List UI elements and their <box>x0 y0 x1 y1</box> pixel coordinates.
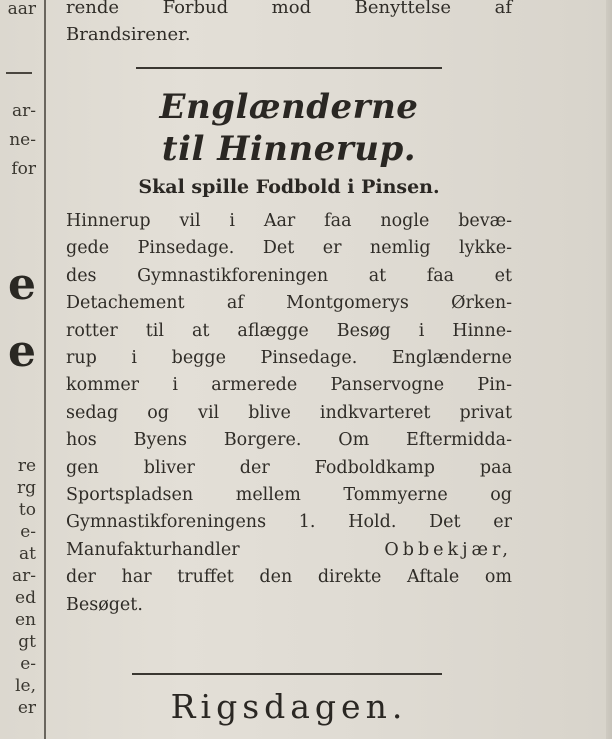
body-line: rotter til at aflægge Besøg i Hinne- <box>66 320 512 341</box>
body-line: rup i begge Pinsedage. Englænderne <box>66 348 512 369</box>
article-body <box>66 208 512 619</box>
page-edge <box>606 0 612 739</box>
previous-article-tail <box>66 0 512 48</box>
left-fragment: at <box>19 544 36 564</box>
headline-line-2: til Hinnerup. <box>161 129 417 169</box>
column-separator-rule <box>44 0 46 739</box>
left-fragment: to <box>18 500 36 520</box>
body-line: sedag og vil blive indkvarteret privat <box>66 402 512 423</box>
previous-article-line: Brandsirener. <box>66 24 191 45</box>
body-line: Gymnastikforeningens 1. Hold. Det er <box>66 512 512 533</box>
headline-line-1: Englænderne <box>159 87 419 127</box>
body-line: gen bliver der Fodboldkamp paa <box>66 457 512 478</box>
body-line: der har truffet den direkte Aftale om <box>66 567 512 588</box>
left-fragment: aar <box>7 0 36 19</box>
left-fragment: ne- <box>9 130 36 150</box>
left-fragment: ed <box>15 588 36 608</box>
left-column-rule <box>6 72 32 74</box>
left-fragment: rg <box>16 478 36 498</box>
body-line-prefix: Manufakturhandler <box>66 539 240 560</box>
left-large-fragment: e <box>8 326 36 377</box>
body-line: gede Pinsedage. Det er nemlig lykke- <box>66 238 512 259</box>
body-line: des Gymnastikforeningen at faa et <box>66 265 512 286</box>
subheadline: Skal spille Fodbold i Pinsen. <box>138 176 440 198</box>
article-divider-bottom <box>132 673 442 675</box>
merchant-name: Obbekjær, <box>384 539 512 560</box>
body-line: Hinnerup vil i Aar faa nogle bevæ- <box>66 211 512 231</box>
left-fragment: ar- <box>11 101 36 121</box>
left-neighbor-column <box>0 0 36 739</box>
body-line: Besøget. <box>66 594 143 615</box>
article-divider-top <box>136 67 442 69</box>
left-fragment: le, <box>15 676 36 696</box>
body-line: Detachement af Montgomerys Ørken- <box>66 293 512 314</box>
section-title: Rigsdagen. <box>170 687 408 726</box>
left-fragment: ar- <box>11 566 36 586</box>
body-line: hos Byens Borgere. Om Eftermidda- <box>66 430 512 451</box>
left-fragment: e- <box>20 654 36 674</box>
left-fragment: gt <box>18 632 36 652</box>
left-large-fragment: e <box>8 259 36 310</box>
left-fragment: er <box>17 698 36 718</box>
left-fragment: for <box>11 159 36 179</box>
left-fragment: re <box>17 456 36 476</box>
body-line: Sportspladsen mellem Tommyerne og <box>66 485 512 506</box>
left-fragment: e- <box>20 522 36 542</box>
previous-article-line: rende Forbud mod Benyttelse af <box>66 0 512 18</box>
body-line-with-name <box>66 537 512 564</box>
left-fragment: en <box>14 610 36 630</box>
body-line: kommer i armerede Panservogne Pin- <box>66 375 512 396</box>
